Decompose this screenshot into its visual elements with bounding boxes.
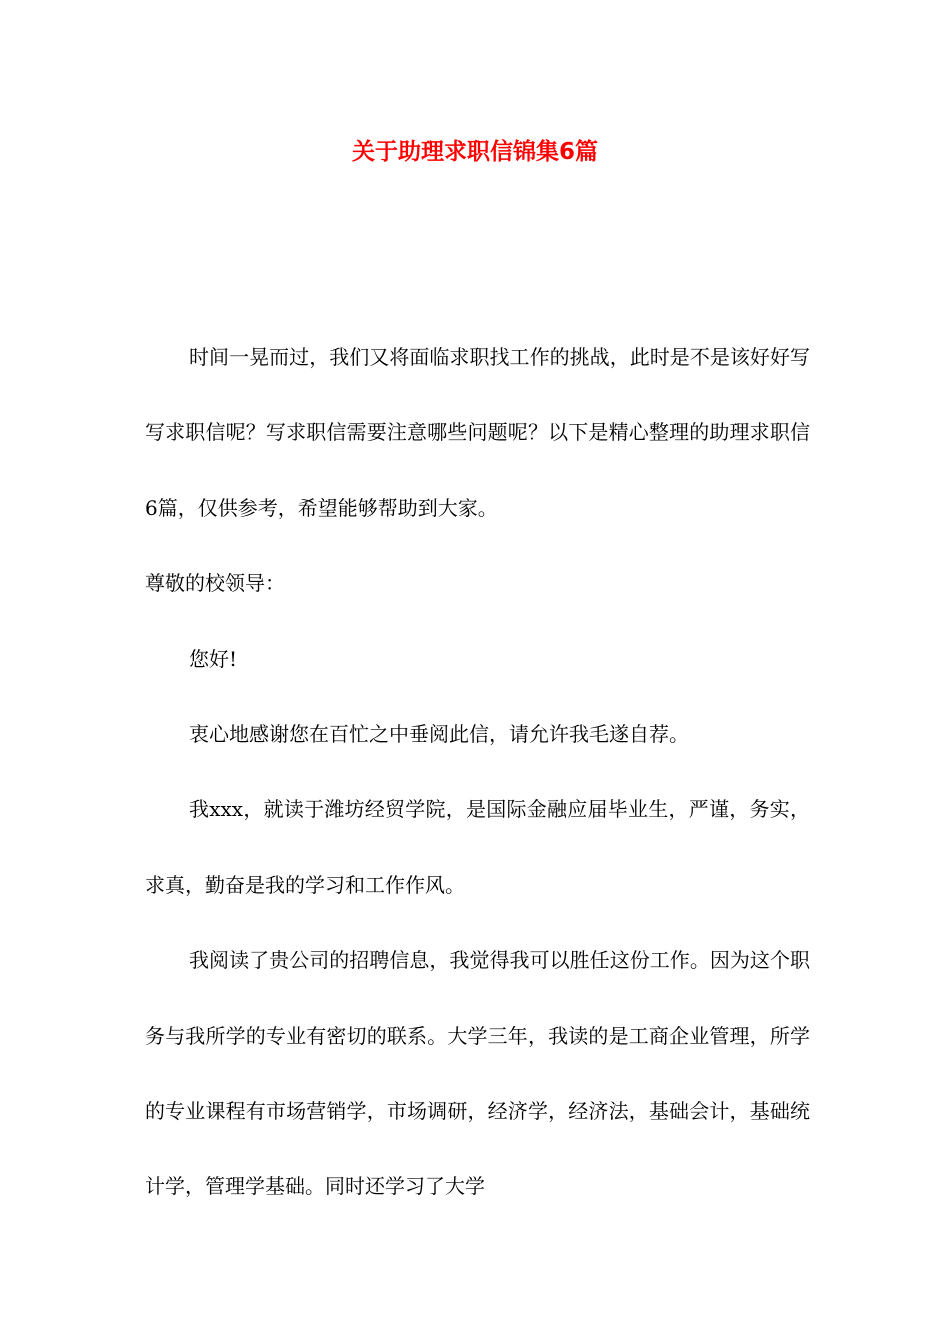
document-title: 关于助理求职信锦集6篇: [351, 139, 598, 165]
body-paragraph-thanks: 衷心地感谢您在百忙之中垂阅此信，请允许我毛遂自荐。: [189, 722, 689, 747]
intro-paragraph: 时间一晃而过，我们又将面临求职找工作的挑战，此时是不是该好好写写求职信呢？写求职信需要注意哪些问题呢？以下是精心整理的助理求职信6篇，仅供参考，希望能够帮助到大家。: [145, 345, 810, 520]
document-body: [145, 320, 810, 1225]
salutation: 尊敬的校领导：: [145, 571, 285, 596]
greeting: 您好!: [189, 646, 238, 671]
body-paragraph-qualifications: 我阅读了贵公司的招聘信息，我觉得我可以胜任这份工作。因为这个职务与我所学的专业有密切的联系。大学三年，我读的是工商企业管理，所学的专业课程有市场营销学，市场调研，经济学，经济法，基础会计，基础统计学，管理学基础。同时还学习了大学: [145, 948, 810, 1199]
body-paragraph-self-intro: 我xxx，就读于潍坊经贸学院，是国际金融应届毕业生，严谨，务实，求真，勤奋是我的学习和工作作风。: [145, 797, 810, 897]
